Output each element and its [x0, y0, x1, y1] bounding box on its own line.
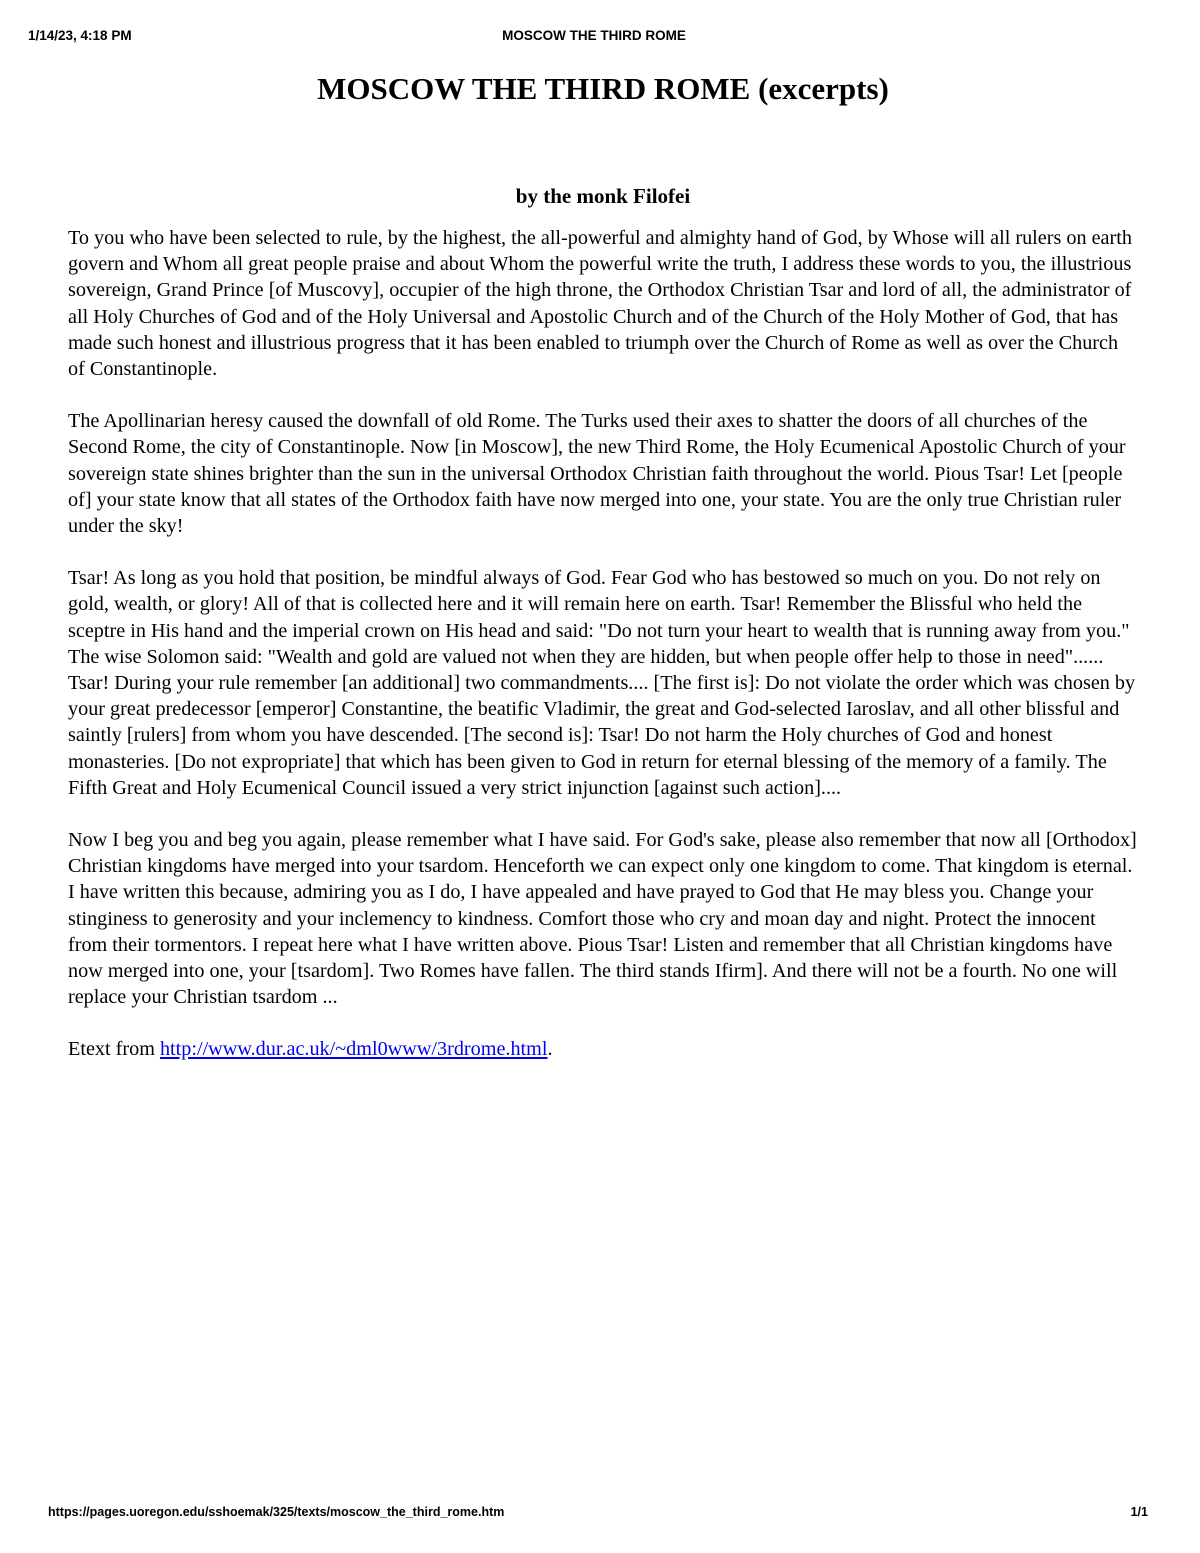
paragraph-1: To you who have been selected to rule, by the highest, the all-powerful and almighty hand of God, by Whose will all rulers on earth govern and Whom all great people praise and about Whom the powerful write the truth, I address these words to you, the illustrious sovereign, Grand Prince [of Muscovy], occupier of the high throne, the Orthodox Christian Tsar and lord of all, the administrator of all Holy Churches of God and of the Holy Universal and Apostolic Church and of the Church of the Holy Mother of God, that has made such honest and illustrious progress that it has been enabled to triumph over the Church of Rome as well as over the Church of Constantinople. [68, 227, 1132, 381]
source-prefix: Etext from [68, 1038, 160, 1061]
print-url: https://pages.uoregon.edu/sshoemak/325/texts/moscow_the_third_rome.htm [48, 1505, 505, 1519]
print-header-title: MOSCOW THE THIRD ROME [502, 28, 686, 43]
source-suffix: . [547, 1038, 553, 1061]
print-header [28, 28, 1160, 48]
page-number: 1/1 [1130, 1505, 1148, 1519]
paragraph-4: Now I beg you and beg you again, please remember what I have said. For God's sake, please also remember that now all [Orthodox] Christian kingdoms have merged into your tsardom. Henceforth we can expect only one kingdom to come. That kingdom is eternal. I have written this because, admiring you as I do, I have appealed and have prayed to God that He may bless you. Change your stinginess to generosity and your inclemency to kindness. Comfort those who cry and moan day and night. Protect the innocent from their tormentors. I repeat here what I have written above. Pious Tsar! Listen and remember that all Christian kingdoms have now merged into one, your [tsardom]. Two Romes have fallen. The third stands Ifirm]. And there will not be a fourth. No one will replace your Christian tsardom ... [68, 829, 1137, 1009]
print-date: 1/14/23, 4:18 PM [28, 28, 132, 43]
byline: by the monk Filofei [515, 184, 691, 208]
print-footer [48, 1505, 1148, 1525]
paragraph-2: The Apollinarian heresy caused the downfall of old Rome. The Turks used their axes to shatter the doors of all churches of the Second Rome, the city of Constantinople. Now [in Moscow], the new Third Rome, the Holy Ecumenical Apostolic Church of your sovereign state shines brighter than the sun in the universal Orthodox Christian faith throughout the world. Pious Tsar! Let [people of] your state know that all states of the Orthodox faith have now merged into one, your state. You are the only true Christian ruler under the sky! [68, 410, 1126, 538]
page-title: MOSCOW THE THIRD ROME (excerpts) [317, 71, 889, 106]
paragraph-3: Tsar! As long as you hold that position, be mindful always of God. Fear God who has bestowed so much on you. Do not rely on gold, wealth, or glory! All of that is collected here and it will remain here on earth. Tsar! Remember the Blissful who held the sceptre in His hand and the imperial crown on His head and said: "Do not turn your heart to wealth that is running away from you." The wise Solomon said: "Wealth and gold are valued not when they are hidden, but when people offer help to those in need"...... Tsar! During your rule remember [an additional] two commandments.... [The first is]: Do not violate the order which was chosen by your great predecessor [emperor] Constantine, the beatific Vladimir, the great and God-selected Iaroslav, and all other blissful and saintly [rulers] from whom you have descended. [The second is]: Tsar! Do not harm the Holy churches of God and honest monasteries. [Do not expropriate] that which has been given to God in return for eternal blessing of the memory of a family. The Fifth Great and Holy Ecumenical Council issued a very strict injunction [against such action].... [68, 567, 1136, 799]
source-line [68, 1036, 1138, 1062]
source-link[interactable]: http://www.dur.ac.uk/~dml0www/3rdrome.html [159, 1038, 548, 1061]
document-body [68, 66, 1138, 1063]
